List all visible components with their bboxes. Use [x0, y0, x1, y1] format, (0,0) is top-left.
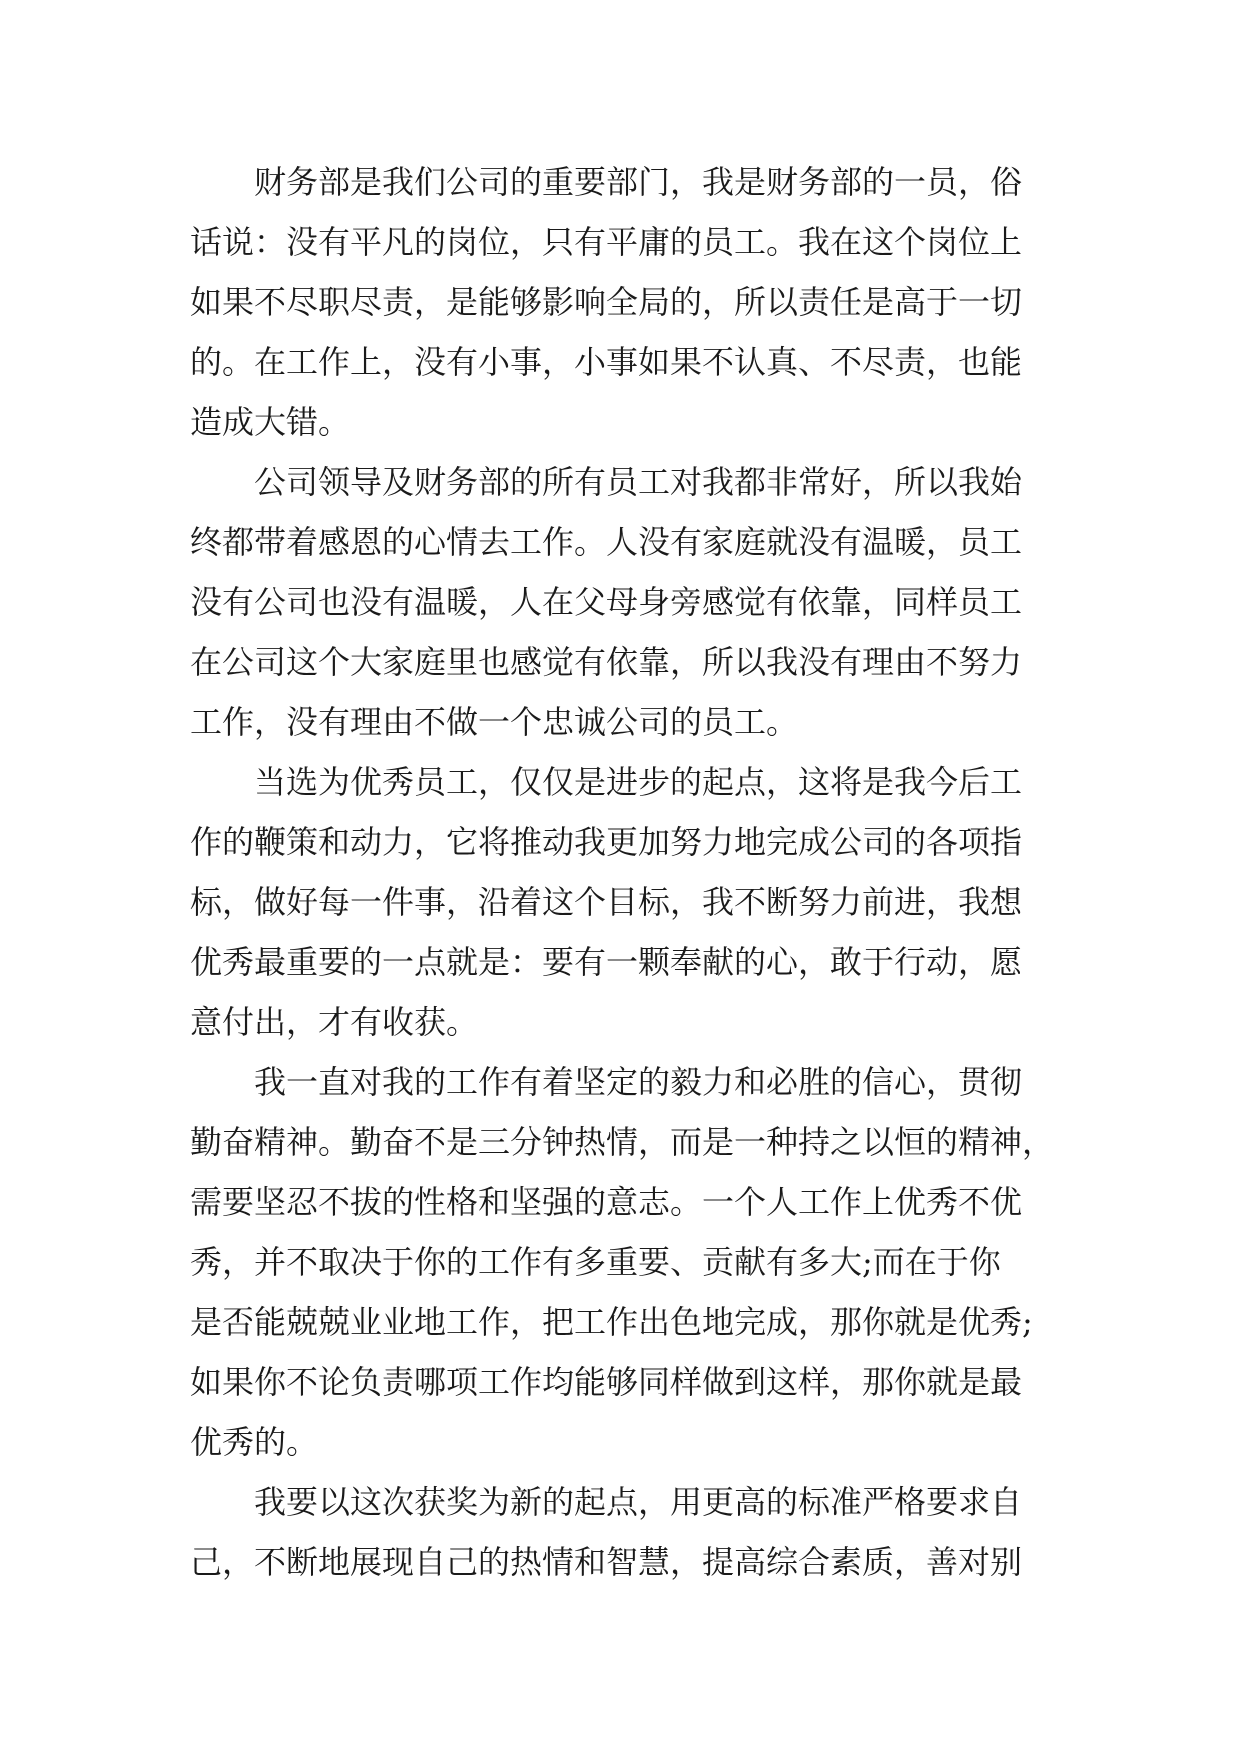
- paragraph-line: 需要坚忍不拔的性格和坚强的意志。一个人工作上优秀不优: [190, 1183, 1023, 1221]
- paragraph-line: 当选为优秀员工，仅仅是进步的起点，这将是我今后工: [254, 763, 1023, 801]
- paragraph-5: [190, 1472, 1050, 1592]
- paragraph-line: 意付出，才有收获。: [190, 1003, 479, 1041]
- paragraph-line: 如果你不论负责哪项工作均能够同样做到这样，那你就是最: [190, 1363, 1023, 1401]
- paragraph-line: 如果不尽职尽责，是能够影响全局的，所以责任是高于一切: [190, 283, 1023, 321]
- paragraph-line: 己，不断地展现自己的热情和智慧，提高综合素质，善对别: [190, 1543, 1023, 1581]
- paragraph-line: 优秀的。: [190, 1423, 319, 1461]
- paragraph-line: 优秀最重要的一点就是：要有一颗奉献的心，敢于行动，愿: [190, 943, 1023, 981]
- paragraph-line: 秀，并不取决于你的工作有多重要、贡献有多大;而在于你: [190, 1243, 1001, 1281]
- paragraph-line: 勤奋精神。勤奋不是三分钟热情，而是一种持之以恒的精神，: [190, 1123, 1055, 1161]
- paragraph-line: 话说：没有平凡的岗位，只有平庸的员工。我在这个岗位上: [190, 223, 1023, 261]
- paragraph-line: 造成大错。: [190, 403, 351, 441]
- paragraph-4: [190, 1052, 1055, 1472]
- paragraph-1: [190, 152, 1050, 452]
- paragraph-2: [190, 452, 1050, 752]
- paragraph-line: 标，做好每一件事，沿着这个目标，我不断努力前进，我想: [190, 883, 1023, 921]
- paragraph-line: 我要以这次获奖为新的起点，用更高的标准严格要求自: [254, 1483, 1023, 1521]
- paragraph-line: 工作，没有理由不做一个忠诚公司的员工。: [190, 703, 799, 741]
- paragraph-line: 没有公司也没有温暖，人在父母身旁感觉有依靠，同样员工: [190, 583, 1023, 621]
- paragraph-line: 在公司这个大家庭里也感觉有依靠，所以我没有理由不努力: [190, 643, 1023, 681]
- paragraph-line: 终都带着感恩的心情去工作。人没有家庭就没有温暖，员工: [190, 523, 1023, 561]
- paragraph-3: [190, 752, 1050, 1052]
- paragraph-line: 我一直对我的工作有着坚定的毅力和必胜的信心，贯彻: [254, 1063, 1023, 1101]
- paragraph-line: 是否能兢兢业业地工作，把工作出色地完成，那你就是优秀;: [190, 1303, 1033, 1341]
- paragraph-line: 财务部是我们公司的重要部门，我是财务部的一员，俗: [254, 163, 1023, 201]
- paragraph-line: 公司领导及财务部的所有员工对我都非常好，所以我始: [254, 463, 1023, 501]
- paragraph-line: 作的鞭策和动力，它将推动我更加努力地完成公司的各项指: [190, 823, 1023, 861]
- document-body: [190, 152, 1055, 1592]
- paragraph-line: 的。在工作上，没有小事，小事如果不认真、不尽责，也能: [190, 343, 1023, 381]
